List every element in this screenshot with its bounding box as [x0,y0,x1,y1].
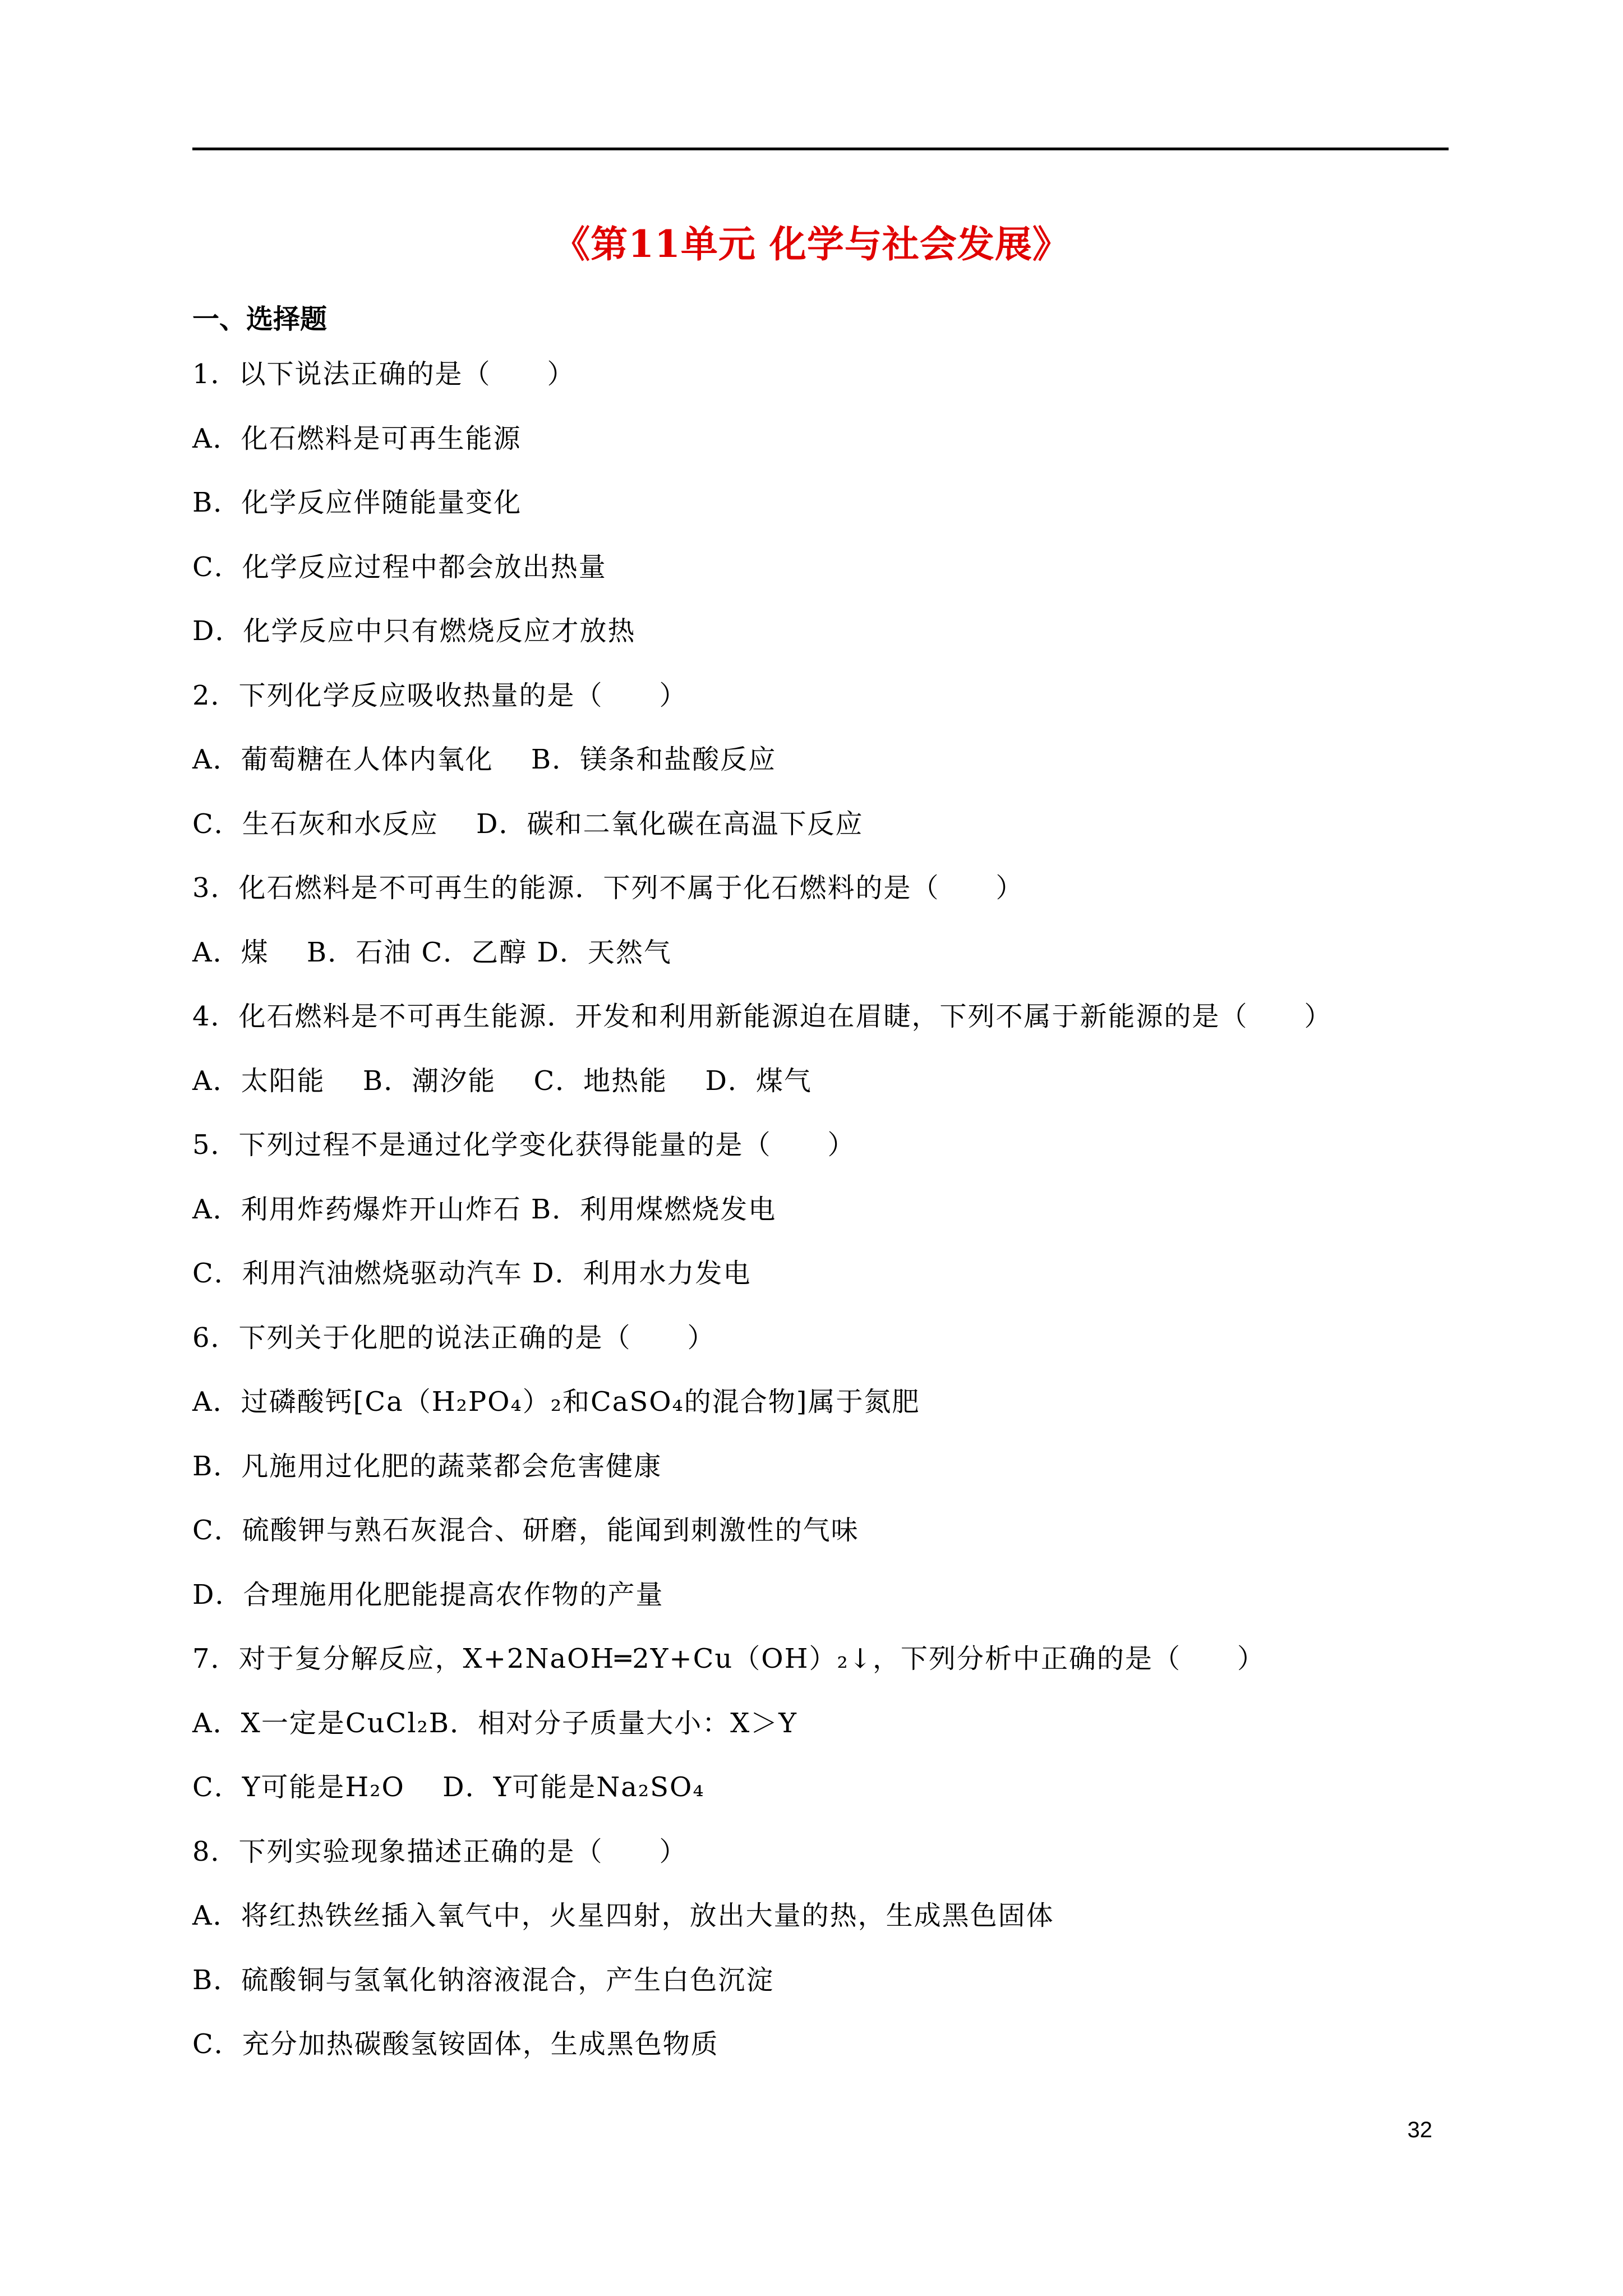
question-line: 3．化石燃料是不可再生的能源．下列不属于化石燃料的是（ ） [192,872,1024,904]
question-line: D．合理施用化肥能提高农作物的产量 [192,1579,664,1611]
question-line: 7．对于复分解反应，X+2NaOH═2Y+Cu（OH）₂↓，下列分析中正确的是（ ） [192,1643,1265,1674]
question-line: A．X一定是CuCl₂B．相对分子质量大小：X＞Y [192,1707,797,1739]
question-list [192,357,1482,2092]
question-line: C．Y可能是H₂O D．Y可能是Na₂SO₄ [192,1772,705,1803]
question-line: 8．下列实验现象描述正确的是（ ） [192,1835,688,1867]
question-line: A．利用炸药爆炸开山炸石 B．利用煤燃烧发电 [192,1193,777,1225]
question-line: B．化学反应伴随能量变化 [192,487,522,518]
question-line: A．将红热铁丝插入氧气中，火星四射，放出大量的热，生成黑色固体 [192,1900,1054,1931]
question-line: 4．化石燃料是不可再生能源．开发和利用新能源迫在眉睫，下列不属于新能源的是（ ） [192,1001,1332,1032]
question-line: 1．以下说法正确的是（ ） [192,358,575,390]
question-line: 2．下列化学反应吸收热量的是（ ） [192,679,688,711]
page-number: 32 [1407,2118,1432,2142]
question-line: 5．下列过程不是通过化学变化获得能量的是（ ） [192,1129,856,1161]
question-line: A．煤 B．石油 C．乙醇 D．天然气 [192,936,672,968]
question-line: A．过磷酸钙[Ca（H₂PO₄）₂和CaSO₄的混合物]属于氮肥 [192,1386,920,1418]
question-line: C．利用汽油燃烧驱动汽车 D．利用水力发电 [192,1258,751,1289]
question-line: A．太阳能 B．潮汐能 C．地热能 D．煤气 [192,1065,812,1097]
question-line: 6．下列关于化肥的说法正确的是（ ） [192,1322,716,1354]
question-line: B．硫酸铜与氢氧化钠溶液混合，产生白色沉淀 [192,1964,774,1996]
question-line: A．化石燃料是可再生能源 [192,422,522,454]
header-rule [192,148,1449,150]
question-line: C．生石灰和水反应 D．碳和二氧化碳在高温下反应 [192,808,864,840]
question-line: D．化学反应中只有燃烧反应才放热 [192,615,636,647]
question-line: B．凡施用过化肥的蔬菜都会危害健康 [192,1450,662,1482]
question-line: A．葡萄糖在人体内氧化 B．镁条和盐酸反应 [192,744,777,775]
question-line: C．充分加热碳酸氢铵固体，生成黑色物质 [192,2028,719,2060]
question-line: C．硫酸钾与熟石灰混合、研磨，能闻到刺激性的气味 [192,1515,859,1546]
page-title: 《第11单元 化学与社会发展》 [553,222,1070,266]
section-heading: 一、选择题 [192,303,328,335]
question-line: C．化学反应过程中都会放出热量 [192,551,607,583]
